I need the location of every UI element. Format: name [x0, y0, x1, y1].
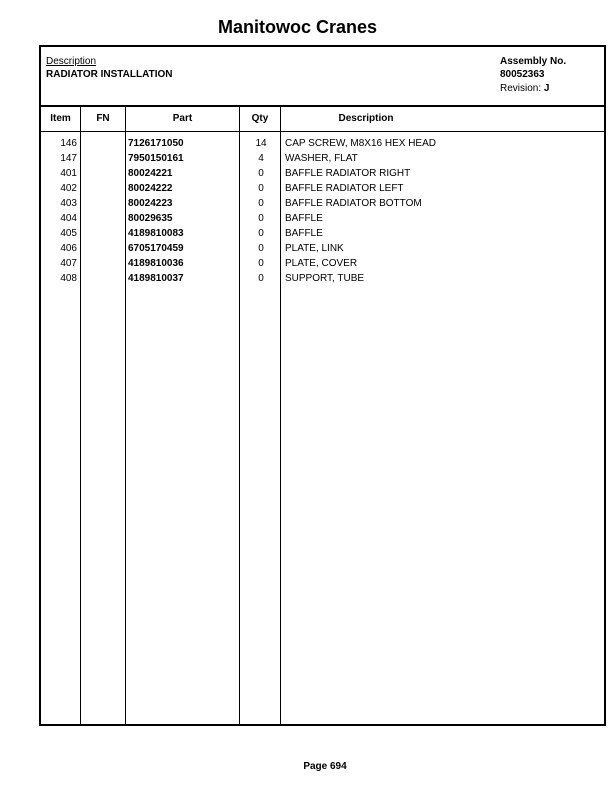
column-header-fn: FN [96, 113, 110, 124]
assembly-number-value: 80052363 [500, 69, 545, 80]
part-number-cell: 80024223 [128, 198, 173, 209]
table-row [41, 153, 604, 168]
assembly-number-caption: Assembly No. [500, 56, 567, 67]
part-number-cell: 4189810036 [128, 258, 184, 269]
item-number-cell: 146 [60, 138, 77, 149]
item-number-cell: 406 [60, 243, 77, 254]
table-row [41, 213, 604, 228]
column-header-description: Description [338, 113, 394, 124]
table-row [41, 243, 604, 258]
item-number-cell: 407 [60, 258, 77, 269]
quantity-cell: 0 [258, 243, 264, 254]
description-cell: BAFFLE RADIATOR RIGHT [285, 168, 411, 179]
revision-caption: Revision: [500, 83, 542, 94]
part-number-cell: 80024221 [128, 168, 173, 179]
item-number-cell: 147 [60, 153, 77, 164]
description-cell: BAFFLE RADIATOR LEFT [285, 183, 404, 194]
description-cell: SUPPORT, TUBE [285, 273, 365, 284]
item-number-cell: 402 [60, 183, 77, 194]
column-header-part: Part [172, 113, 193, 124]
quantity-cell: 0 [258, 273, 264, 284]
description-cell: WASHER, FLAT [285, 153, 358, 164]
description-cell: BAFFLE [285, 228, 323, 239]
table-row [41, 168, 604, 183]
table-row [41, 183, 604, 198]
part-number-cell: 4189810083 [128, 228, 184, 239]
quantity-cell: 4 [258, 153, 264, 164]
page-title: Manitowoc Cranes [217, 17, 378, 37]
description-caption: Description [46, 56, 97, 67]
quantity-cell: 0 [258, 198, 264, 209]
part-number-cell: 7126171050 [128, 138, 184, 149]
assembly-header [41, 47, 604, 107]
quantity-cell: 0 [258, 168, 264, 179]
item-number-cell: 405 [60, 228, 77, 239]
description-cell: BAFFLE RADIATOR BOTTOM [285, 198, 422, 209]
revision-value: J [543, 83, 550, 94]
column-header-qty: Qty [251, 113, 269, 124]
revision-line [500, 83, 549, 94]
part-number-cell: 80029635 [128, 213, 173, 224]
quantity-cell: 0 [258, 213, 264, 224]
description-cell: PLATE, COVER [285, 258, 358, 269]
table-row [41, 138, 604, 153]
table-row [41, 228, 604, 243]
description-cell: BAFFLE [285, 213, 323, 224]
quantity-cell: 0 [258, 258, 264, 269]
table-row [41, 273, 604, 288]
part-number-cell: 7950150161 [128, 153, 184, 164]
column-header-item: Item [50, 113, 71, 124]
item-number-cell: 404 [60, 213, 77, 224]
parts-list-frame [39, 45, 606, 726]
description-cell: PLATE, LINK [285, 243, 344, 254]
quantity-cell: 14 [255, 138, 267, 149]
quantity-cell: 0 [258, 183, 264, 194]
description-cell: CAP SCREW, M8X16 HEX HEAD [285, 138, 436, 149]
part-number-cell: 6705170459 [128, 243, 184, 254]
item-number-cell: 401 [60, 168, 77, 179]
table-row [41, 258, 604, 273]
description-value: RADIATOR INSTALLATION [46, 69, 173, 80]
part-number-cell: 80024222 [128, 183, 173, 194]
part-number-cell: 4189810037 [128, 273, 184, 284]
item-number-cell: 403 [60, 198, 77, 209]
table-body [41, 138, 604, 288]
table-row [41, 198, 604, 213]
page-number: Page 694 [303, 761, 347, 772]
quantity-cell: 0 [258, 228, 264, 239]
item-number-cell: 408 [60, 273, 77, 284]
